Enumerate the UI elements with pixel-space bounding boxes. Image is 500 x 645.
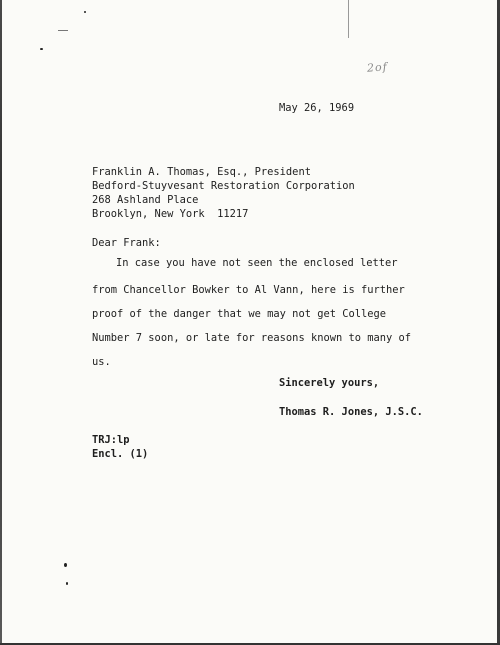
recipient-line-1: Franklin A. Thomas, Esq., President xyxy=(92,166,311,178)
enclosure-note: Encl. (1) xyxy=(92,448,149,460)
scan-speck xyxy=(84,11,86,13)
scan-edge-left xyxy=(0,0,2,645)
recipient-line-4: Brooklyn, New York 11217 xyxy=(92,208,249,220)
body-line-3: proof of the danger that we may not get College xyxy=(92,308,387,320)
typist-initials: TRJ:lp xyxy=(92,434,130,446)
fold-line xyxy=(348,0,349,38)
body-line-1 xyxy=(92,258,398,268)
body-line-4: Number 7 soon, or late for reasons known to many of xyxy=(92,332,412,344)
recipient-line-3: 268 Ashland Place xyxy=(92,194,199,206)
handwritten-mark: 2of xyxy=(366,60,389,75)
body-line-5: us. xyxy=(92,356,111,368)
body-line-2: from Chancellor Bowker to Al Vann, here is further xyxy=(92,284,405,296)
letter-date: May 26, 1969 xyxy=(279,102,355,114)
signer-name: Thomas R. Jones, J.S.C. xyxy=(279,406,423,418)
scan-speck xyxy=(64,563,67,567)
salutation: Dear Frank: xyxy=(92,237,161,249)
body-line-1-text: In case you have not seen the enclosed letter xyxy=(116,257,398,269)
scan-smudge xyxy=(58,30,68,31)
recipient-line-2: Bedford-Stuyvesant Restoration Corporation xyxy=(92,180,355,192)
closing: Sincerely yours, xyxy=(279,377,380,389)
scan-speck xyxy=(40,48,43,50)
scan-speck xyxy=(66,582,68,585)
